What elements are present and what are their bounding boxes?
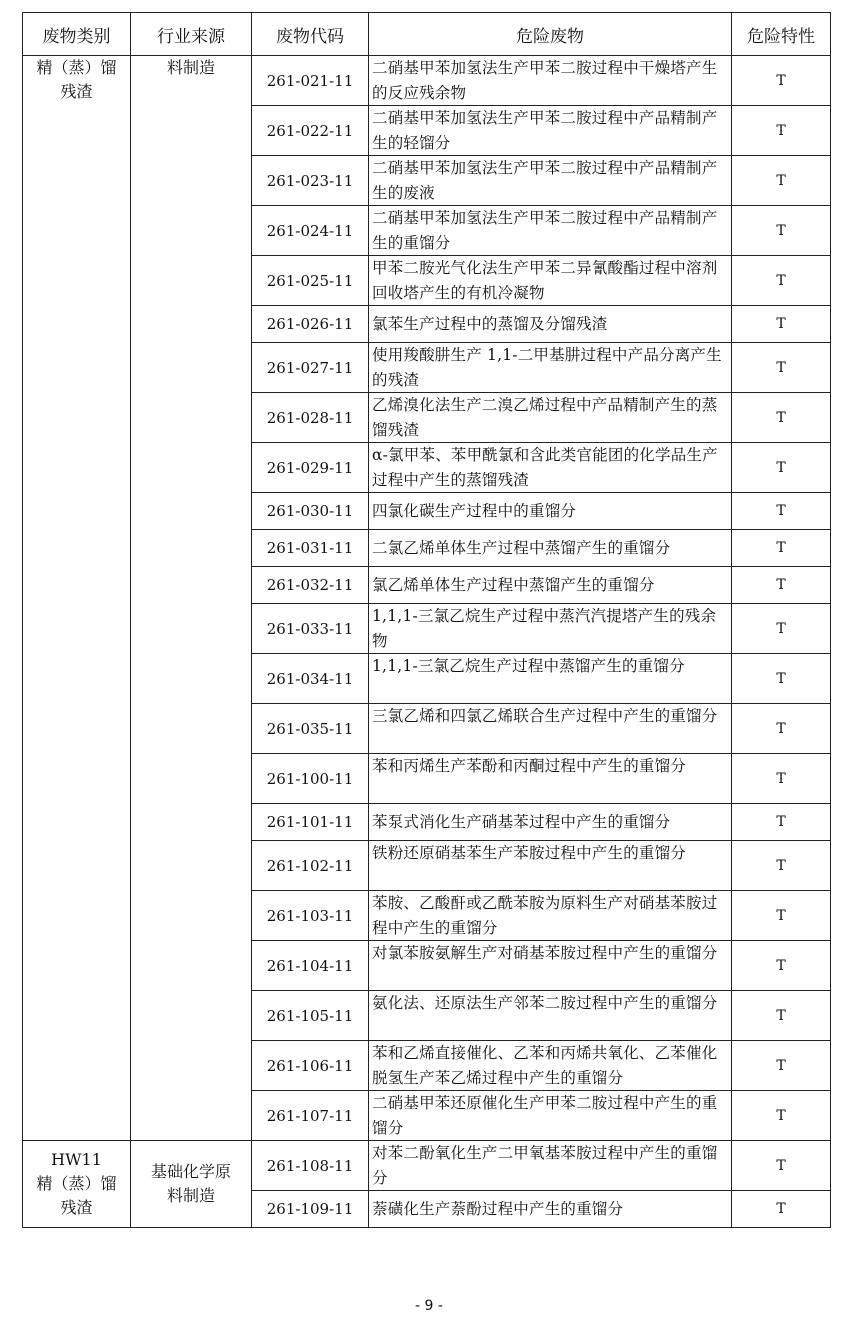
- waste-description: 二硝基甲苯加氢法生产甲苯二胺过程中干燥塔产生的反应残余物: [369, 56, 732, 106]
- hazard-property: T: [732, 306, 831, 343]
- table-row: [23, 1141, 831, 1191]
- category-cell: [23, 56, 131, 1141]
- waste-description: 氯苯生产过程中的蒸馏及分馏残渣: [369, 306, 732, 343]
- waste-code: 261-108-11: [252, 1141, 369, 1191]
- header-property: 危险特性: [732, 13, 831, 56]
- waste-code: 261-028-11: [252, 393, 369, 443]
- hazardous-waste-table: [22, 12, 831, 1228]
- header-category: 废物类别: [23, 13, 131, 56]
- table-row: [23, 56, 831, 106]
- source-line: 料制造: [166, 1186, 215, 1205]
- waste-description: 苯和丙烯生产苯酚和丙酮过程中产生的重馏分: [369, 754, 732, 804]
- hazard-property: T: [732, 443, 831, 493]
- waste-description: 1,1,1-三氯乙烷生产过程中蒸汽汽提塔产生的残余物: [369, 604, 732, 654]
- hazard-property: T: [732, 106, 831, 156]
- waste-table-container: [22, 12, 830, 1228]
- category-cell: [23, 1141, 131, 1228]
- waste-code: 261-101-11: [252, 804, 369, 841]
- waste-description: 1,1,1-三氯乙烷生产过程中蒸馏产生的重馏分: [369, 654, 732, 704]
- waste-code: 261-034-11: [252, 654, 369, 704]
- category-line: 残渣: [60, 82, 93, 101]
- header-code: 废物代码: [252, 13, 369, 56]
- header-row: [23, 13, 831, 56]
- waste-code: 261-103-11: [252, 891, 369, 941]
- category-line: 残渣: [60, 1198, 93, 1217]
- category-line: 精（蒸）馏: [36, 58, 117, 77]
- hazard-property: T: [732, 1141, 831, 1191]
- waste-code: 261-100-11: [252, 754, 369, 804]
- hazard-property: T: [732, 343, 831, 393]
- hazard-property: T: [732, 941, 831, 991]
- hazard-property: T: [732, 654, 831, 704]
- waste-description: 氨化法、还原法生产邻苯二胺过程中产生的重馏分: [369, 991, 732, 1041]
- waste-description: 萘磺化生产萘酚过程中产生的重馏分: [369, 1191, 732, 1228]
- waste-description: 二氯乙烯单体生产过程中蒸馏产生的重馏分: [369, 530, 732, 567]
- waste-code: 261-032-11: [252, 567, 369, 604]
- waste-description: α-氯甲苯、苯甲酰氯和含此类官能团的化学品生产过程中产生的蒸馏残渣: [369, 443, 732, 493]
- waste-description: 甲苯二胺光气化法生产甲苯二异氰酸酯过程中溶剂回收塔产生的有机冷凝物: [369, 256, 732, 306]
- waste-code: 261-029-11: [252, 443, 369, 493]
- hazard-property: T: [732, 991, 831, 1041]
- hazard-property: T: [732, 493, 831, 530]
- waste-code: 261-021-11: [252, 56, 369, 106]
- waste-code: 261-109-11: [252, 1191, 369, 1228]
- waste-description: 铁粉还原硝基苯生产苯胺过程中产生的重馏分: [369, 841, 732, 891]
- waste-code: 261-025-11: [252, 256, 369, 306]
- hazard-property: T: [732, 567, 831, 604]
- waste-code: 261-030-11: [252, 493, 369, 530]
- waste-description: 氯乙烯单体生产过程中蒸馏产生的重馏分: [369, 567, 732, 604]
- waste-code: 261-031-11: [252, 530, 369, 567]
- category-code: HW11: [51, 1150, 102, 1169]
- hazard-property: T: [732, 1041, 831, 1091]
- waste-description: 苯和乙烯直接催化、乙苯和丙烯共氧化、乙苯催化脱氢生产苯乙烯过程中产生的重馏分: [369, 1041, 732, 1091]
- waste-code: 261-105-11: [252, 991, 369, 1041]
- waste-code: 261-033-11: [252, 604, 369, 654]
- waste-description: 苯泵式消化生产硝基苯过程中产生的重馏分: [369, 804, 732, 841]
- waste-description: 乙烯溴化法生产二溴乙烯过程中产品精制产生的蒸馏残渣: [369, 393, 732, 443]
- waste-description: 二硝基甲苯加氢法生产甲苯二胺过程中产品精制产生的轻馏分: [369, 106, 732, 156]
- source-line: 基础化学原: [150, 1162, 231, 1181]
- waste-code: 261-023-11: [252, 156, 369, 206]
- table-body: [23, 56, 831, 1228]
- hazard-property: T: [732, 256, 831, 306]
- hazard-property: T: [732, 56, 831, 106]
- waste-code: 261-026-11: [252, 306, 369, 343]
- hazard-property: T: [732, 604, 831, 654]
- category-line: 精（蒸）馏: [36, 1174, 117, 1193]
- waste-description: 二硝基甲苯加氢法生产甲苯二胺过程中产品精制产生的废液: [369, 156, 732, 206]
- waste-code: 261-027-11: [252, 343, 369, 393]
- hazard-property: T: [732, 891, 831, 941]
- hazard-property: T: [732, 393, 831, 443]
- hazard-property: T: [732, 704, 831, 754]
- waste-description: 三氯乙烯和四氯乙烯联合生产过程中产生的重馏分: [369, 704, 732, 754]
- header-waste: 危险废物: [369, 13, 732, 56]
- hazard-property: T: [732, 754, 831, 804]
- waste-description: 使用羧酸肼生产 1,1-二甲基肼过程中产品分离产生的残渣: [369, 343, 732, 393]
- waste-code: 261-102-11: [252, 841, 369, 891]
- waste-description: 四氯化碳生产过程中的重馏分: [369, 493, 732, 530]
- waste-code: 261-107-11: [252, 1091, 369, 1141]
- hazard-property: T: [732, 841, 831, 891]
- waste-description: 对氯苯胺氨解生产对硝基苯胺过程中产生的重馏分: [369, 941, 732, 991]
- page-number: - 9 -: [415, 1298, 443, 1314]
- source-cell: [131, 1141, 252, 1228]
- hazard-property: T: [732, 1091, 831, 1141]
- hazard-property: T: [732, 1191, 831, 1228]
- waste-description: 二硝基甲苯加氢法生产甲苯二胺过程中产品精制产生的重馏分: [369, 206, 732, 256]
- waste-code: 261-104-11: [252, 941, 369, 991]
- waste-code: 261-106-11: [252, 1041, 369, 1091]
- waste-description: 对苯二酚氧化生产二甲氧基苯胺过程中产生的重馏分: [369, 1141, 732, 1191]
- hazard-property: T: [732, 156, 831, 206]
- waste-code: 261-024-11: [252, 206, 369, 256]
- hazard-property: T: [732, 530, 831, 567]
- waste-description: 二硝基甲苯还原催化生产甲苯二胺过程中产生的重馏分: [369, 1091, 732, 1141]
- header-source: 行业来源: [131, 13, 252, 56]
- waste-code: 261-035-11: [252, 704, 369, 754]
- waste-code: 261-022-11: [252, 106, 369, 156]
- waste-description: 苯胺、乙酸酐或乙酰苯胺为原料生产对硝基苯胺过程中产生的重馏分: [369, 891, 732, 941]
- hazard-property: T: [732, 804, 831, 841]
- hazard-property: T: [732, 206, 831, 256]
- source-cell: 料制造: [131, 56, 252, 1141]
